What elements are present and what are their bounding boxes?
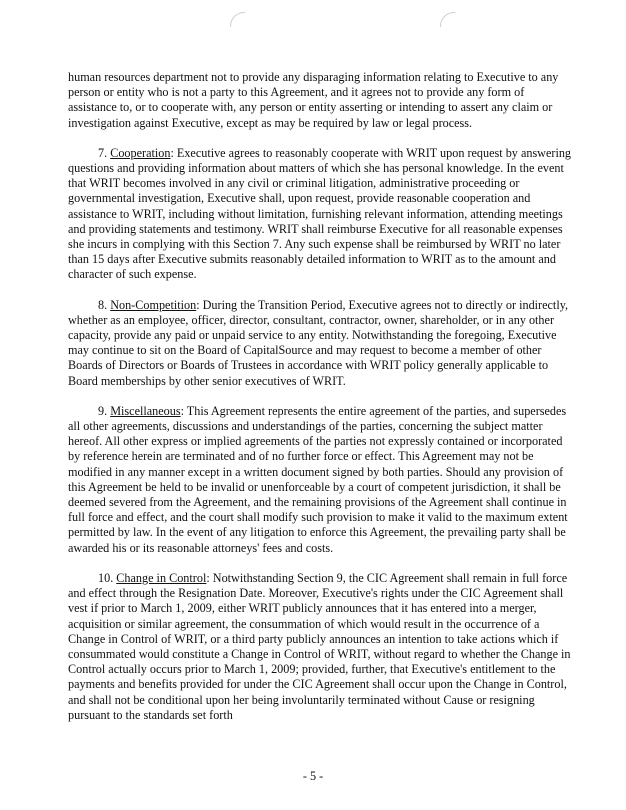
section-heading: Change in Control	[116, 570, 207, 585]
section-text: : During the Transition Period, Executive agrees not to directly or indirectly, whether as an employee, officer, director, consultant, contractor, owner, shareholder, or in any other capacity, provide any paid or unpaid service to any entity. Notwithstanding the foregoing, Executive may continue to sit on the Board of CapitalSource and may request to become a member of other Boards of Directors or Boards of Trustees in accordance with WRIT policy generally applicable to Board memberships by other senior executives of WRIT.	[68, 297, 569, 388]
section-9-miscellaneous	[68, 404, 574, 556]
section-10-change-in-control	[68, 571, 574, 723]
section-text: : Executive agrees to reasonably cooperate with WRIT upon request by answering questions and providing information about matters of which she has personal knowledge. In the event that WRIT becomes involved in any civil or criminal litigation, administrative proceeding or governmental investigation, Executive shall, upon request, provide reasonable cooperation and assistance to WRIT, including without limitation, furnishing relevant information, attending meetings and providing statements and testimony. WRIT shall reimburse Executive for all reasonable expenses she incurs in complying with this Section 7. Any such expense shall be reimbursed by WRIT no later than 15 days after Executive submits reasonably detailed information to WRIT as to the amount and character of such expense.	[68, 145, 572, 282]
page-number: - 5 -	[302, 769, 324, 783]
paragraph-continuation	[68, 70, 574, 131]
section-heading: Cooperation	[110, 145, 171, 160]
section-text: : Notwithstanding Section 9, the CIC Agreement shall remain in full force and effect through the Resignation Date. Moreover, Executive's rights under the CIC Agreement shall vest if prior to March 1, 2009, either WRIT publicly announces that it has entered into a merger, acquisition or similar agreement, the consummation of which would result in the occurrence of a Change in Control of WRIT, or a third party publicly announces an intention to take actions which if consummated would constitute a Change in Control of WRIT, without regard to whether the Change in Control actually occurs prior to March 1, 2009; provided, further, that Executive's entitlement to the payments and benefits provided for under the CIC Agreement shall occur upon the Change in Control, and shall not be conditional upon her being involuntarily terminated without Cause or resigning pursuant to the standards set forth	[68, 570, 571, 722]
document-body	[68, 70, 574, 738]
section-number: 7.	[98, 145, 111, 160]
section-8-non-competition	[68, 298, 574, 389]
section-number: 9.	[98, 403, 111, 418]
section-heading: Miscellaneous	[110, 403, 181, 418]
section-7-cooperation	[68, 146, 574, 283]
scan-mark-left	[230, 12, 245, 27]
paragraph-text: human resources department not to provide any disparaging information relating to Executive to any person or entity who is not a party to this Agreement, and it agrees not to provide any form of assistance to, or to cooperate with, any person or entity asserting or intending to assert any claim or investigation against Executive, except as may be required by law or legal process.	[68, 70, 559, 130]
section-text: : This Agreement represents the entire agreement of the parties, and supersedes all other agreements, discussions and understandings of the parties, concerning the subject matter hereof. All other express or implied agreements of the parties not expressly contained or incorporated by reference herein are terminated and of no further force or effect. This Agreement may not be modified in any manner except in a written document signed by both parties. Should any provision of this Agreement be held to be invalid or unenforceable by a court of competent jurisdiction, it shall be deemed severed from the Agreement, and the remaining provisions of the Agreement shall continue in full force and effect, and the court shall modify such provision to make it valid to the maximum extent permitted by law. In the event of any litigation to enforce this Agreement, the prevailing party shall be awarded his or its reasonable attorneys' fees and costs.	[68, 403, 568, 555]
section-number: 8.	[98, 297, 111, 312]
section-number: 10.	[98, 570, 117, 585]
scan-mark-right	[440, 12, 455, 27]
section-heading: Non-Competition	[110, 297, 197, 312]
